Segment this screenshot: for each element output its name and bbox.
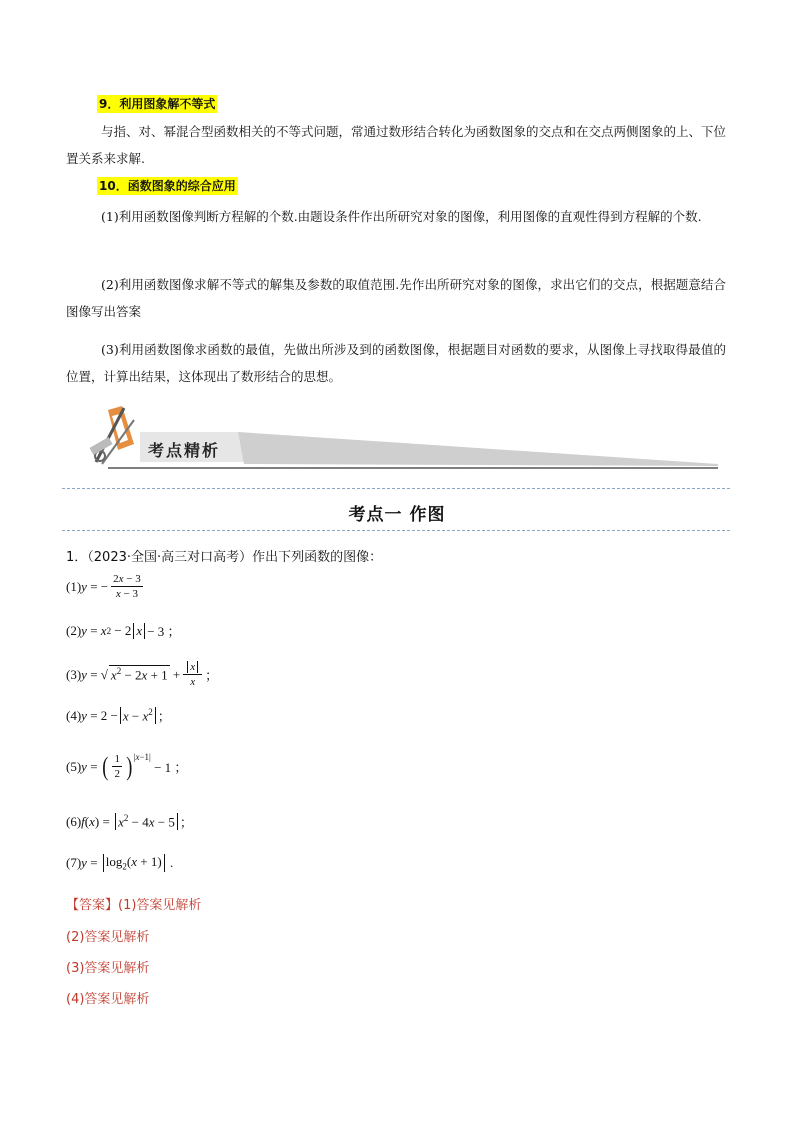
formula-2: (2) y = x 2 − 2 x − 3 ； <box>66 622 181 639</box>
formula-6: (6) f ( x ) = $x^2 - 4x - 5$ ； <box>66 812 193 830</box>
answer-line-1: 【答案】(1)答案见解析 <box>66 898 202 913</box>
section-9-heading: 9．利用图象解不等式 <box>99 97 216 111</box>
topic-title: 考点一 作图 <box>348 505 446 525</box>
formula-label: (6) <box>66 813 82 829</box>
formula-3: (3) y = √ $x^2 - 2x + 1$ + $\frac{x}{x}$ ； <box>66 661 219 688</box>
question-stem: 1．（2023·全国·高三对口高考）作出下列函数的图像： <box>66 550 383 565</box>
banner-label: 考点精析 <box>148 441 221 460</box>
formula-5: (5) y = ( $\frac{1}{2}$ ) $^{|x -1|}$ − 1 ； <box>66 751 188 781</box>
formula-label: (2) <box>66 622 82 638</box>
formula-label: (7) <box>66 854 82 870</box>
formula-label: (5) <box>66 758 82 774</box>
answer-line-4: (4)答案见解析 <box>66 992 150 1007</box>
formula-7: (7) y = $\log_2(x + 1)$ . <box>66 854 174 872</box>
section-10-item-2: (2)利用函数图像求解不等式的解集及参数的取值范围.先作出所研究对象的图像，求出它们的交点，根据题意结合图像写出答案 <box>66 277 726 319</box>
section-10-item-1: (1)利用函数图像判断方程解的个数.由题设条件作出所研究对象的图像，利用图像的直观性得到方程解的个数. <box>101 209 702 224</box>
formula-4: (4) y = 2 − $x - x^2$ ； <box>66 706 171 724</box>
divider-top <box>62 488 730 489</box>
section-banner <box>88 402 718 470</box>
geometry-tools-icon <box>89 406 134 464</box>
section-10-item-3: (3)利用函数图像求函数的最值，先做出所涉及到的函数图像，根据题目对函数的要求，从图像上寻找取得最值的位置，计算出结果，这体现出了数形结合的思想。 <box>66 342 726 384</box>
formula-label: (4) <box>66 707 82 723</box>
answer-line-3: (3)答案见解析 <box>66 961 150 976</box>
formula-label: (1) <box>66 578 82 594</box>
formula-label: (3) <box>66 666 82 682</box>
divider-bottom <box>62 530 730 531</box>
section-9-body: 与指、对、幂混合型函数相关的不等式问题，常通过数形结合转化为函数图象的交点和在交点两侧图象的上、下位置关系来求解. <box>66 124 727 166</box>
formula-1: (1) y = − $\frac{2x - 3}{x - 3}$ <box>66 573 141 600</box>
answer-tag: 【答案】 <box>66 898 119 913</box>
answer-line-2: (2)答案见解析 <box>66 930 150 945</box>
section-10-heading: 10．函数图象的综合应用 <box>99 179 236 193</box>
